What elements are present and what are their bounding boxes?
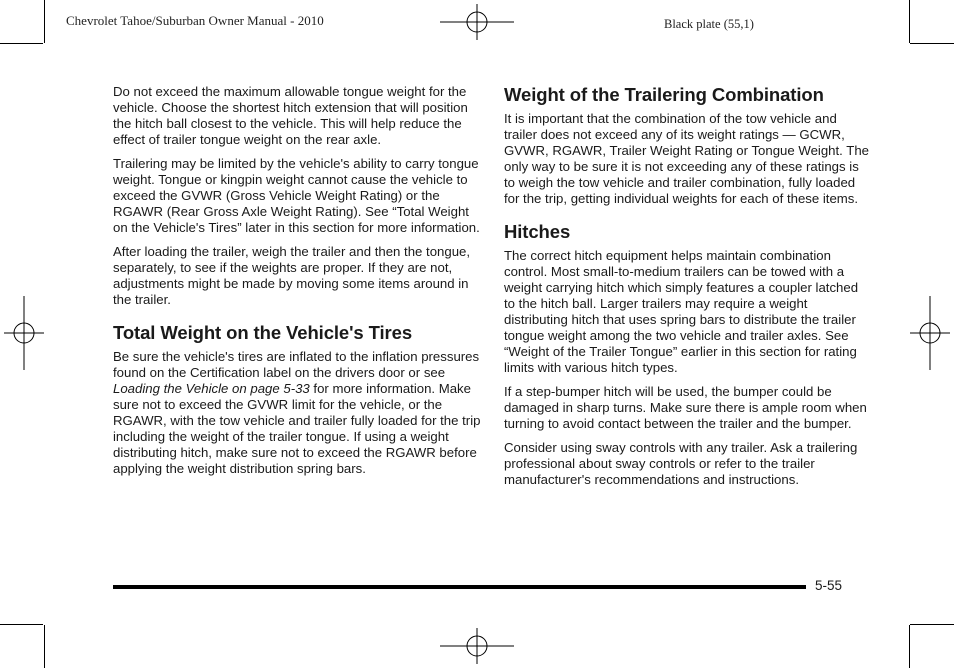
registration-mark-icon [440,4,514,40]
paragraph-text: Be sure the vehicle's tires are inflated to the inflation pressures found on the Certification label on the drivers door or see [113,349,480,380]
left-column [113,84,481,485]
registration-mark-icon [440,628,514,664]
section-heading: Weight of the Trailering Combination [504,84,824,105]
section-heading: Hitches [504,221,571,242]
page-number: 5-55 [815,578,843,593]
paragraph: Consider using sway controls with any trailer. Ask a trailering professional about sway controls or refer to the trailer manufacturer's recommendations and instructions. [504,440,858,487]
footer-rule [113,585,806,589]
crop-mark [44,625,45,668]
paragraph: It is important that the combination of the tow vehicle and trailer does not exceed any of its weight ratings — GCWR, GVWR, RGAWR, Trailer Weight Rating or Tongue Weight. The only way to be sure it is not exceeding any of these ratings is to weigh the tow vehicle and trailer combination, fully loaded for the trip, getting individual weights for each of these items. [504,111,869,206]
right-column [504,84,872,496]
crop-mark [0,624,43,625]
cross-reference-link[interactable]: Loading the Vehicle on page 5-33 [113,381,310,396]
crop-mark [910,43,954,44]
paragraph: Trailering may be limited by the vehicle's ability to carry tongue weight. Tongue or kingpin weight cannot cause the vehicle to exceed the GVWR (Gross Vehicle Weight Rating) or the RGAWR (Rear Gross Axle Weight Rating). See “Total Weight on the Vehicle's Tires” later in this section for more information. [113,156,480,235]
paragraph [113,349,481,477]
crop-mark [910,624,954,625]
crop-mark [44,0,45,43]
paragraph: After loading the trailer, weigh the trailer and then the tongue, separately, to see if the weights are proper. If they are not, adjustments might be made by moving some items around in the trailer. [113,244,471,307]
crop-mark [0,43,43,44]
crop-mark [909,0,910,43]
section-heading: Total Weight on the Vehicle's Tires [113,322,413,343]
plate-label: Black plate (55,1) [664,17,754,31]
paragraph: If a step-bumper hitch will be used, the bumper could be damaged in sharp turns. Make sure there is ample room when turning to avoid contact between the trailer and the bumper. [504,384,867,431]
paragraph: The correct hitch equipment helps maintain combination control. Most small-to-medium trailers can be towed with a weight carrying hitch which simply features a coupler latched to the hitch ball. Larger trailers may require a weight distributing hitch that uses spring bars to distribute the trailer tongue weight among the two vehicle and trailer axles. See “Weight of the Trailer Tongue” earlier in this section for rating limits with various hitch types. [504,248,859,375]
paragraph-text: for more information. Make sure not to exceed the GVWR limit for the vehicle, or the RGAWR, with the tow vehicle and trailer fully loaded for the trip including the weight of the trailer tongue. If using a weight distributing hitch, make sure not to exceed the RGAWR before applying the weight distribution spring bars. [113,381,481,476]
crop-mark [909,625,910,668]
document-header-title: Chevrolet Tahoe/Suburban Owner Manual - 2010 [66,13,324,28]
registration-mark-icon [910,296,950,370]
registration-mark-icon [4,296,44,370]
paragraph: Do not exceed the maximum allowable tongue weight for the vehicle. Choose the shortest hitch extension that will position the hitch ball closest to the vehicle. This will help reduce the effect of trailer tongue weight on the rear axle. [113,84,468,147]
